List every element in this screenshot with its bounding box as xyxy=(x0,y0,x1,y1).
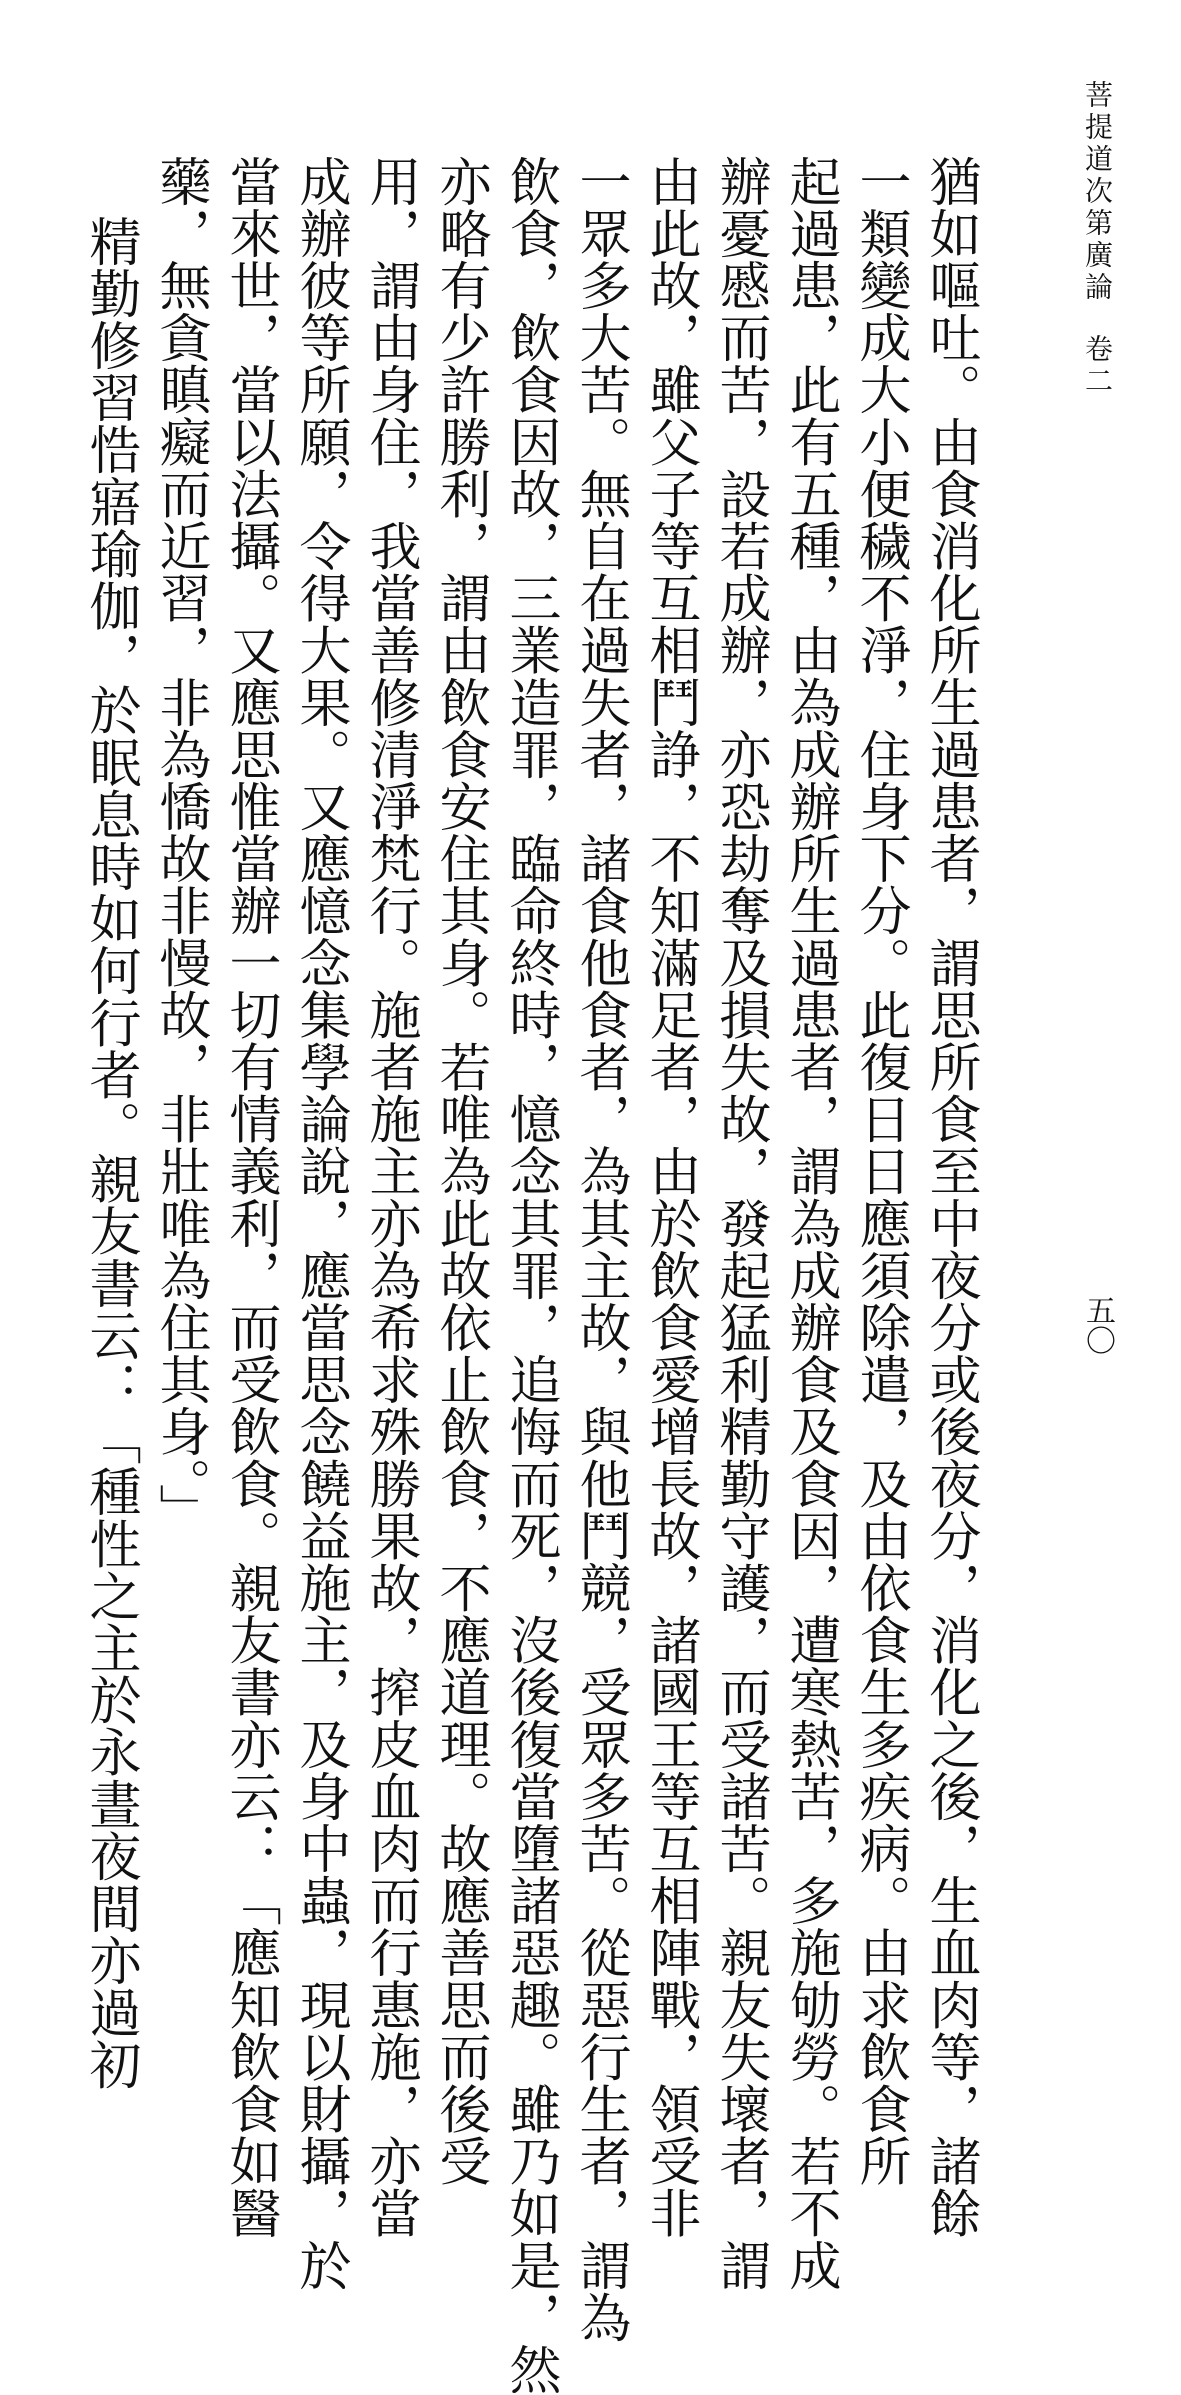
text-column: 用，謂由身住，我當善修清淨梵行。施者施主亦為希求殊勝果故，搾皮血肉而行惠施，亦當 xyxy=(360,155,420,2239)
text-column: 一眾多大苦。無自在過失者，諸食他食者，為其主故，與他鬥競，受眾多苦。從惡行生者，謂為 xyxy=(570,155,630,2344)
main-text-block xyxy=(75,155,985,2395)
page-number: 五〇 xyxy=(1080,1295,1115,1355)
section-heading-column: 精勤修習悎寤瑜伽，於眠息時如何行者。親友書云：「種性之主於永晝夜間亦過初 xyxy=(80,215,140,2091)
text-column: 藥，無貪瞋癡而近習，非為憍故非慢故，非壯唯為住其身。」 xyxy=(150,155,210,1536)
text-column: 當來世，當以法攝。又應思惟當辦一切有情義利，而受飲食。親友書亦云：「應知飲食如醫 xyxy=(220,155,280,2239)
volume-label: 卷二 xyxy=(1081,334,1114,398)
text-column: 辦憂慼而苦，設若成辦，亦恐劫奪及損失故，發起猛利精勤守護，而受諸苦。親友失壞者，謂 xyxy=(710,155,770,2292)
text-column: 猶如嘔吐。由食消化所生過患者，謂思所食至中夜分或後夜分，消化之後，生血肉等，諸餘 xyxy=(920,155,980,2239)
text-column: 成辦彼等所願，令得大果。又應憶念集學論說，應當思念饒益施主，及身中蟲，現以財攝，於 xyxy=(290,155,350,2292)
text-column: 亦略有少許勝利，謂由飲食安住其身。若唯為此故依止飲食，不應道理。故應善思而後受 xyxy=(430,155,490,2187)
text-column: 由此故，雖父子等互相鬥諍，不知滿足者，由於飲食愛增長故，諸國王等互相陣戰，領受非 xyxy=(640,155,700,2239)
text-column: 起過患，此有五種，由為成辦所生過患者，謂為成辦食及食因，遭寒熱苦，多施劬勞。若不成 xyxy=(780,155,840,2292)
book-title: 菩提道次第廣論 xyxy=(1081,80,1114,304)
running-header xyxy=(1072,80,1122,398)
text-column: 飲食，飲食因故，三業造罪，臨命終時，憶念其罪，追悔而死，沒後復當墮諸惡趣。雖乃如是，然 xyxy=(500,155,560,2395)
text-column: 一類變成大小便穢不淨，住身下分。此復日日應須除遣，及由依食生多疾病。由求飲食所 xyxy=(850,155,910,2187)
